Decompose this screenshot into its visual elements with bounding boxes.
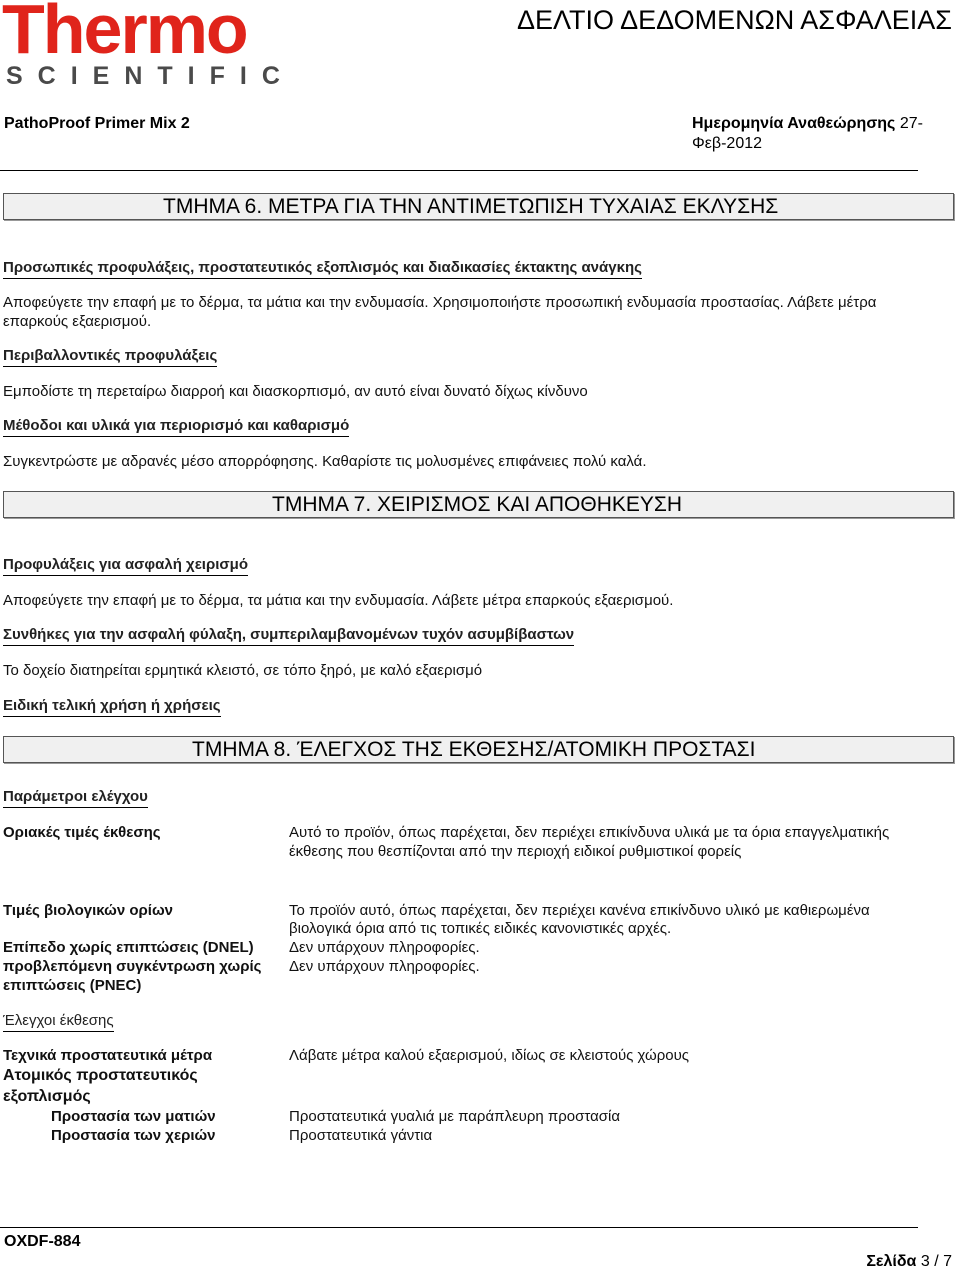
safe-handling-heading: Προφυλάξεις για ασφαλή χειρισμό — [3, 556, 248, 576]
engineering-measures-text: Λάβατε μέτρα καλού εξαερισμού, ιδίως σε κλειστούς χώρους — [289, 1047, 690, 1064]
document-code: OXDF-884 — [4, 1233, 81, 1250]
hand-protection-text: Προστατευτικά γάντια — [289, 1127, 433, 1144]
control-parameters-heading: Παράμετροι ελέγχου — [3, 788, 148, 808]
exposure-limits-text-2: έκθεσης που θεσπίζονται από την περιοχή ειδικοί ρυθμιστικοί φορείς — [289, 843, 742, 860]
page-separator: / — [929, 1253, 944, 1270]
eye-protection-text: Προστατευτικά γυαλιά με παράπλευρη προστασία — [289, 1108, 621, 1125]
page-label: Σελίδα — [866, 1253, 917, 1270]
biological-limits-text-2: βιολογικά όρια από τις τοπικές ειδικές κανονιστικές αρχές. — [289, 920, 672, 937]
section-7-title: ΤΜΗΜΑ 7. ΧΕΙΡΙΣΜΟΣ ΚΑΙ ΑΠΟΘΗΚΕΥΣΗ — [272, 493, 683, 516]
hand-protection-label: Προστασία των χεριών — [51, 1127, 216, 1144]
logo-thermo: Thermo — [2, 0, 247, 68]
specific-end-use-heading: Ειδική τελική χρήση ή χρήσεις — [3, 697, 221, 717]
containment-methods-text: Συγκεντρώστε με αδρανές μέσο απορρόφησης. Καθαρίστε τις μολυσμένες επιφάνειες πολύ καλά. — [3, 453, 647, 470]
safe-storage-text: Το δοχείο διατηρείται ερμητικά κλειστό, σε τόπο ξηρό, με καλό εξαερισμό — [3, 662, 483, 679]
dnel-text: Δεν υπάρχουν πληροφορίες. — [289, 939, 480, 956]
section-8-title: ΤΜΗΜΑ 8. ΈΛΕΓΧΟΣ ΤΗΣ ΕΚΘΕΣΗΣ/ΑΤΟΜΙΚΗ ΠΡΟΣΤΑΣΙ — [192, 738, 756, 761]
pnec-text: Δεν υπάρχουν πληροφορίες. — [289, 958, 480, 975]
logo-scientific: SCIENTIFIC — [6, 62, 295, 90]
exposure-limits-label: Οριακές τιμές έκθεσης — [3, 824, 161, 841]
section-6-bar — [3, 193, 954, 220]
header-divider — [0, 170, 918, 171]
section-7-bar — [3, 491, 954, 518]
engineering-measures-label: Τεχνικά προστατευτικά μέτρα — [3, 1047, 213, 1064]
exposure-limits-text-1: Αυτό το προϊόν, όπως παρέχεται, δεν περιέχει επικίνδυνα υλικά με τα όρια επαγγελματικής — [289, 824, 890, 841]
ppe-label-2: εξοπλισμός — [3, 1088, 91, 1105]
page-total: 7 — [943, 1253, 952, 1270]
page-number — [866, 1253, 952, 1271]
section-6-title: ΤΜΗΜΑ 6. ΜΕΤΡΑ ΓΙΑ ΤΗΝ ΑΝΤΙΜΕΤΩΠΙΣΗ ΤΥΧΑΙΑΣ ΕΚΛΥΣΗΣ — [163, 195, 779, 218]
biological-limits-text-1: Το προϊόν αυτό, όπως παρέχεται, δεν περιέχει κανένα επικίνδυνο υλικό με καθιερωμένα — [289, 902, 870, 919]
footer-divider — [0, 1227, 918, 1228]
dnel-label: Επίπεδο χωρίς επιπτώσεις (DNEL) — [3, 939, 254, 956]
safe-storage-heading: Συνθήκες για την ασφαλή φύλαξη, συμπεριλαμβανομένων τυχόν ασυμβίβαστων — [3, 626, 574, 646]
product-name: PathoProof Primer Mix 2 — [4, 115, 190, 132]
personal-precautions-text-2: επαρκούς εξαερισμού. — [3, 313, 152, 330]
pnec-label-2: επιπτώσεις (PNEC) — [3, 977, 142, 994]
personal-precautions-text-1: Αποφεύγετε την επαφή με το δέρμα, τα μάτια και την ενδυμασία. Χρησιμοποιήστε προσωπική ενδυμασία προστασίας. Λάβετε μέτρα — [3, 294, 877, 311]
environmental-precautions-text: Εμποδίστε τη περεταίρω διαρροή και διασκορπισμό, αν αυτό είναι δυνατό δίχως κίνδυνο — [3, 383, 588, 400]
page-current: 3 — [920, 1253, 930, 1270]
pnec-label-1: προβλεπόμενη συγκέντρωση χωρίς — [3, 958, 262, 975]
ppe-label-1: Ατομικός προστατευτικός — [3, 1067, 198, 1084]
document-title: ΔΕΛΤΙΟ ΔΕΔΟΜΕΝΩΝ ΑΣΦΑΛΕΙΑΣ — [516, 5, 952, 35]
biological-limits-label: Τιμές βιολογικών ορίων — [3, 902, 173, 919]
revision-date — [692, 114, 954, 154]
exposure-controls-heading: Έλεγχοι έκθεσης — [3, 1012, 114, 1032]
section-8-bar — [3, 736, 954, 763]
personal-precautions-heading: Προσωπικές προφυλάξεις, προστατευτικός εξοπλισμός και διαδικασίες έκτακτης ανάγκης — [3, 259, 642, 279]
revision-date-value: 27-Φεβ-2012 — [692, 115, 923, 152]
environmental-precautions-heading: Περιβαλλοντικές προφυλάξεις — [3, 347, 217, 367]
revision-label: Ημερομηνία Αναθεώρησης — [692, 115, 896, 132]
containment-methods-heading: Μέθοδοι και υλικά για περιορισμό και καθαρισμό — [3, 417, 349, 437]
eye-protection-label: Προστασία των ματιών — [51, 1108, 216, 1125]
safe-handling-text: Αποφεύγετε την επαφή με το δέρμα, τα μάτια και την ενδυμασία. Λάβετε μέτρα επαρκούς εξαερισμού. — [3, 592, 674, 609]
